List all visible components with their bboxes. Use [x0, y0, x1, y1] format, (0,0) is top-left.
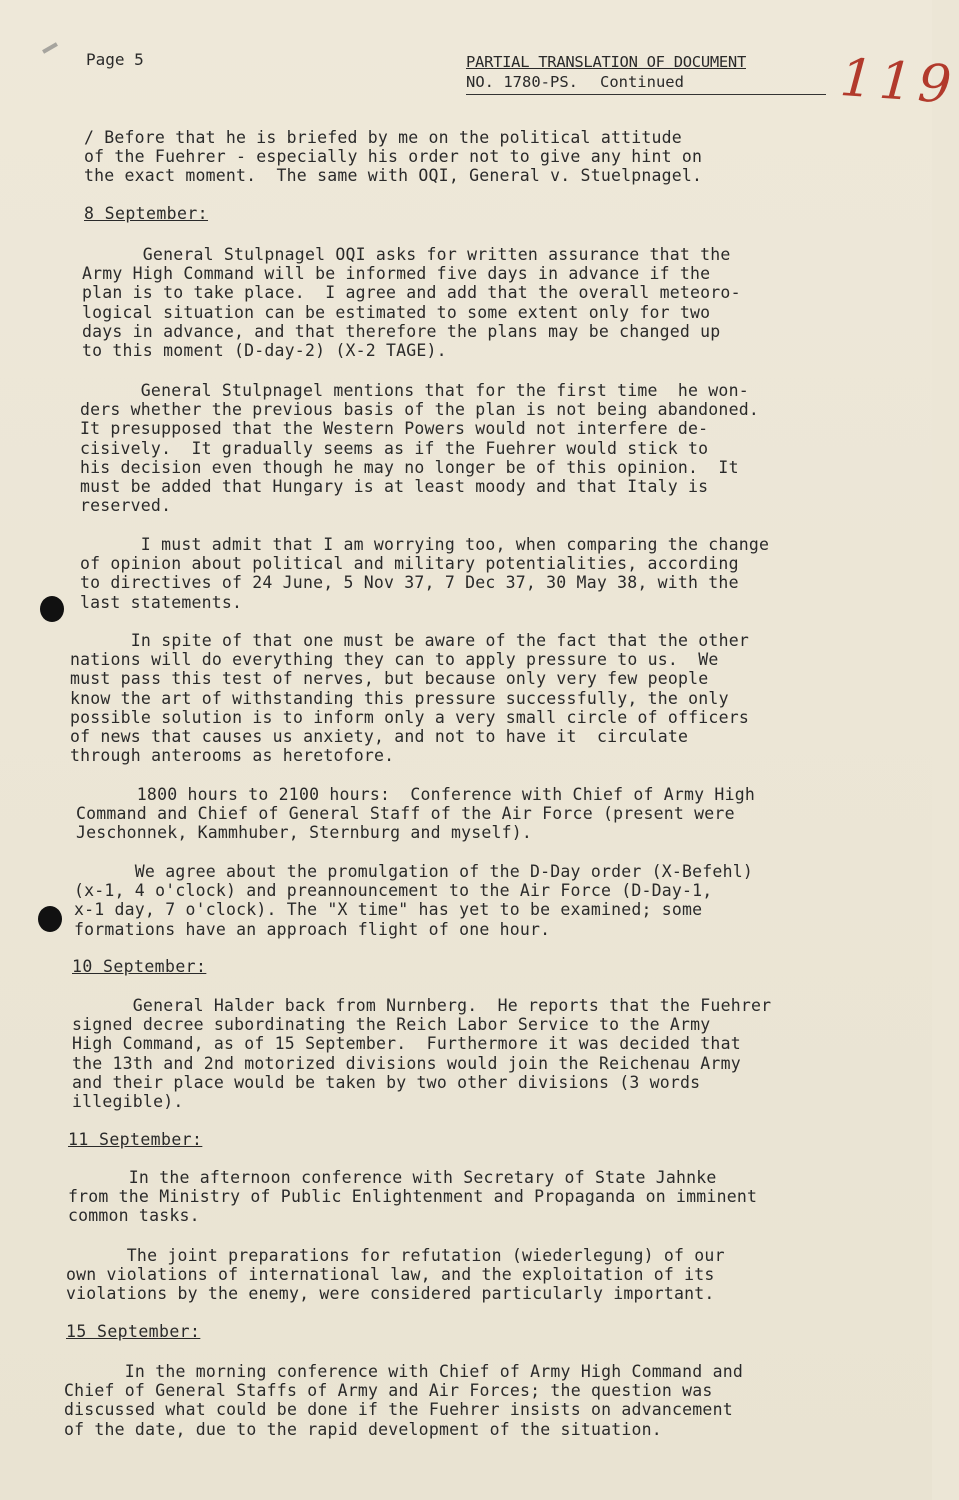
continued-label: Continued — [599, 73, 684, 91]
date-heading: 10 September: — [72, 957, 207, 976]
paragraph: The joint preparations for refutation (wiederlegung) of our own violations of international law, and the exploitation of its violations by the enemy, were considered particularly important. — [66, 1246, 725, 1304]
paragraph: 1800 hours to 2100 hours: Conference with Chief of Army High Command and Chief of General Staff of the Air Force (present were Jeschonnek, Kammhuber, Sternburg and myself). — [76, 785, 755, 843]
paragraph: General Stulpnagel mentions that for the first time he won- ders whether the previous basis of the plan is not being abandoned. It presupposed that the Western Powers would not interfere de- cisively. It gradually seems as if the Fuehrer would stick to his decision even though he may no longer be of this opinion. It must be added that Hungary is at least moody and that Italy is reserved. — [80, 381, 759, 516]
punch-hole — [40, 596, 64, 622]
document-title: PARTIAL TRANSLATION OF DOCUMENT — [466, 53, 746, 71]
handwritten-page-number: 119 — [838, 47, 959, 117]
document-number: NO. 1780-PS. — [466, 73, 578, 91]
paragraph: General Stulpnagel OQI asks for written assurance that the Army High Command will be informed five days in advance if the plan is to take place. I agree and add that the overall meteoro- logical situation can be estimated to some extent only for two days in advance, and that therefore the plans may be changed up to this moment (D-day-2) (X-2 TAGE). — [82, 245, 741, 361]
document-number-line — [466, 72, 826, 95]
paragraph: We agree about the promulgation of the D-Day order (X-Befehl) (x-1, 4 o'clock) and preannouncement to the Air Force (D-Day-1, x-1 day, 7 o'clock). The "X time" has yet to be examined; some formations have an approach flight of one hour. — [74, 862, 753, 939]
paragraph: I must admit that I am worrying too, when comparing the change of opinion about political and military potentialities, according to directives of 24 June, 5 Nov 37, 7 Dec 37, 30 May 38, with the last statements. — [80, 535, 770, 612]
date-heading: 15 September: — [66, 1322, 201, 1341]
paragraph: In spite of that one must be aware of the fact that the other nations will do everything they can to apply pressure to us. We must pass this test of nerves, but because only very few people know the art of withstanding this pressure successfully, the only possible solution is to inform only a very small circle of officers of news that causes us anxiety, and not to have it circulate through anterooms as heretofore. — [70, 631, 749, 766]
date-heading: 11 September: — [68, 1130, 203, 1149]
document-header — [466, 52, 826, 95]
punch-hole — [38, 906, 62, 932]
paragraph: General Halder back from Nurnberg. He reports that the Fuehrer signed decree subordinating the Reich Labor Service to the Army High Command, as of 15 September. Furthermore it was decided that the 13th and 2nd motorized divisions would join the Reichenau Army and their place would be taken by two other divisions (3 words illegible). — [72, 996, 772, 1112]
paper-speck — [42, 42, 58, 53]
paragraph: / Before that he is briefed by me on the political attitude of the Fuehrer - especially his order not to give any hint on the exact moment. The same with OQI, General v. Stuelpnagel. — [84, 128, 703, 186]
date-heading: 8 September: — [84, 204, 209, 223]
page-number: Page 5 — [86, 50, 144, 69]
paragraph: In the morning conference with Chief of Army High Command and Chief of General Staffs of Army and Air Forces; the question was discussed what could be done if the Fuehrer insists on advancement of the date, due to the rapid development of the situation. — [64, 1362, 743, 1439]
paragraph: In the afternoon conference with Secretary of State Jahnke from the Ministry of Public Enlightenment and Propaganda on imminent common tasks. — [68, 1168, 758, 1226]
